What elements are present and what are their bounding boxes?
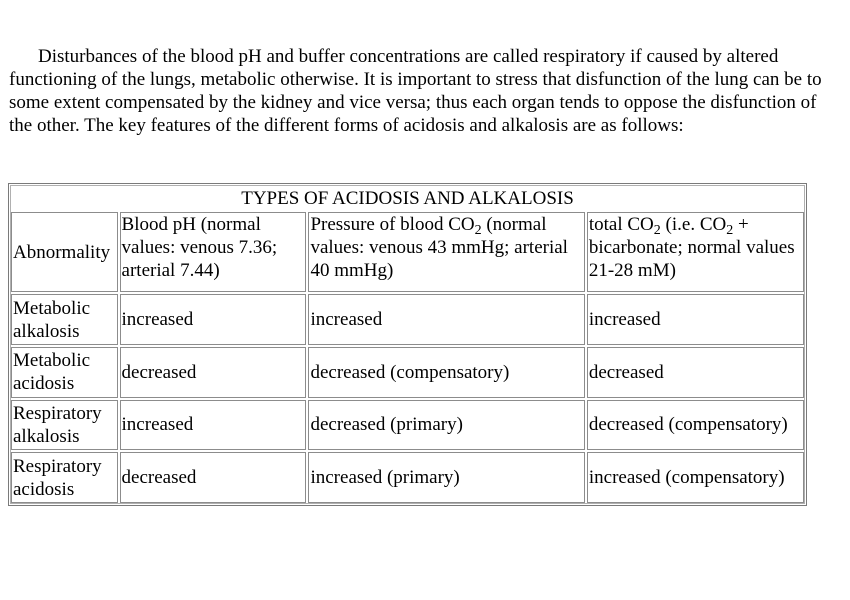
cell-total-co2: decreased bbox=[587, 347, 804, 398]
table-caption: TYPES OF ACIDOSIS AND ALKALOSIS bbox=[241, 187, 574, 209]
cell-total-co2: decreased (compensatory) bbox=[587, 400, 804, 451]
header-tco2-text-c: + bicarbonate; normal values 21-28 mM) bbox=[588, 214, 795, 282]
cell-pco2: increased bbox=[308, 294, 584, 345]
header-tco2-subscript-1: 2 bbox=[653, 223, 661, 239]
table-caption-row bbox=[11, 186, 804, 210]
intro-paragraph: Disturbances of the blood pH and buffer concentrations are called respiratory if caused by altered functioning of the lungs, metabolic otherwise. It is important to stress that disfunction of the lung can be to some extent compensated by the kidney and vice versa; thus each organ tends to oppose the disfunction of the other. The key features of the different forms of acidosis and alkalosis are as follows: bbox=[9, 46, 822, 136]
cell-pco2: increased (primary) bbox=[308, 452, 584, 503]
header-pco2-text-a: Pressure of blood CO bbox=[310, 214, 475, 236]
table-header-row bbox=[11, 212, 804, 292]
table-row bbox=[11, 294, 804, 345]
header-pco2 bbox=[308, 212, 584, 292]
cell-abnormality: Metabolic acidosis bbox=[11, 347, 118, 398]
cell-abnormality: Respiratory acidosis bbox=[11, 452, 118, 503]
cell-abnormality: Metabolic alkalosis bbox=[11, 294, 118, 345]
header-tco2-text-b: (i.e. CO bbox=[660, 214, 727, 236]
cell-blood-ph: increased bbox=[120, 294, 307, 345]
table-row bbox=[11, 400, 804, 451]
header-tco2-text-a: total CO bbox=[588, 214, 654, 236]
cell-blood-ph: increased bbox=[120, 400, 307, 451]
header-abnormality: Abnormality bbox=[11, 212, 118, 292]
cell-blood-ph: decreased bbox=[120, 347, 307, 398]
header-total-co2 bbox=[587, 212, 804, 292]
header-pco2-text-b: (normal values: venous 43 mmHg; arterial 40 mmHg) bbox=[310, 214, 568, 282]
table-row bbox=[11, 347, 804, 398]
header-blood-ph: Blood pH (normal values: venous 7.36; arterial 7.44) bbox=[120, 212, 307, 292]
cell-total-co2: increased (compensatory) bbox=[587, 452, 804, 503]
header-pco2-subscript: 2 bbox=[474, 223, 482, 239]
acidosis-alkalosis-table bbox=[8, 183, 807, 506]
cell-pco2: decreased (primary) bbox=[308, 400, 584, 451]
header-tco2-subscript-2: 2 bbox=[726, 223, 734, 239]
cell-blood-ph: decreased bbox=[120, 452, 307, 503]
cell-pco2: decreased (compensatory) bbox=[308, 347, 584, 398]
cell-abnormality: Respiratory alkalosis bbox=[11, 400, 118, 451]
table-row bbox=[11, 452, 804, 503]
cell-total-co2: increased bbox=[587, 294, 804, 345]
